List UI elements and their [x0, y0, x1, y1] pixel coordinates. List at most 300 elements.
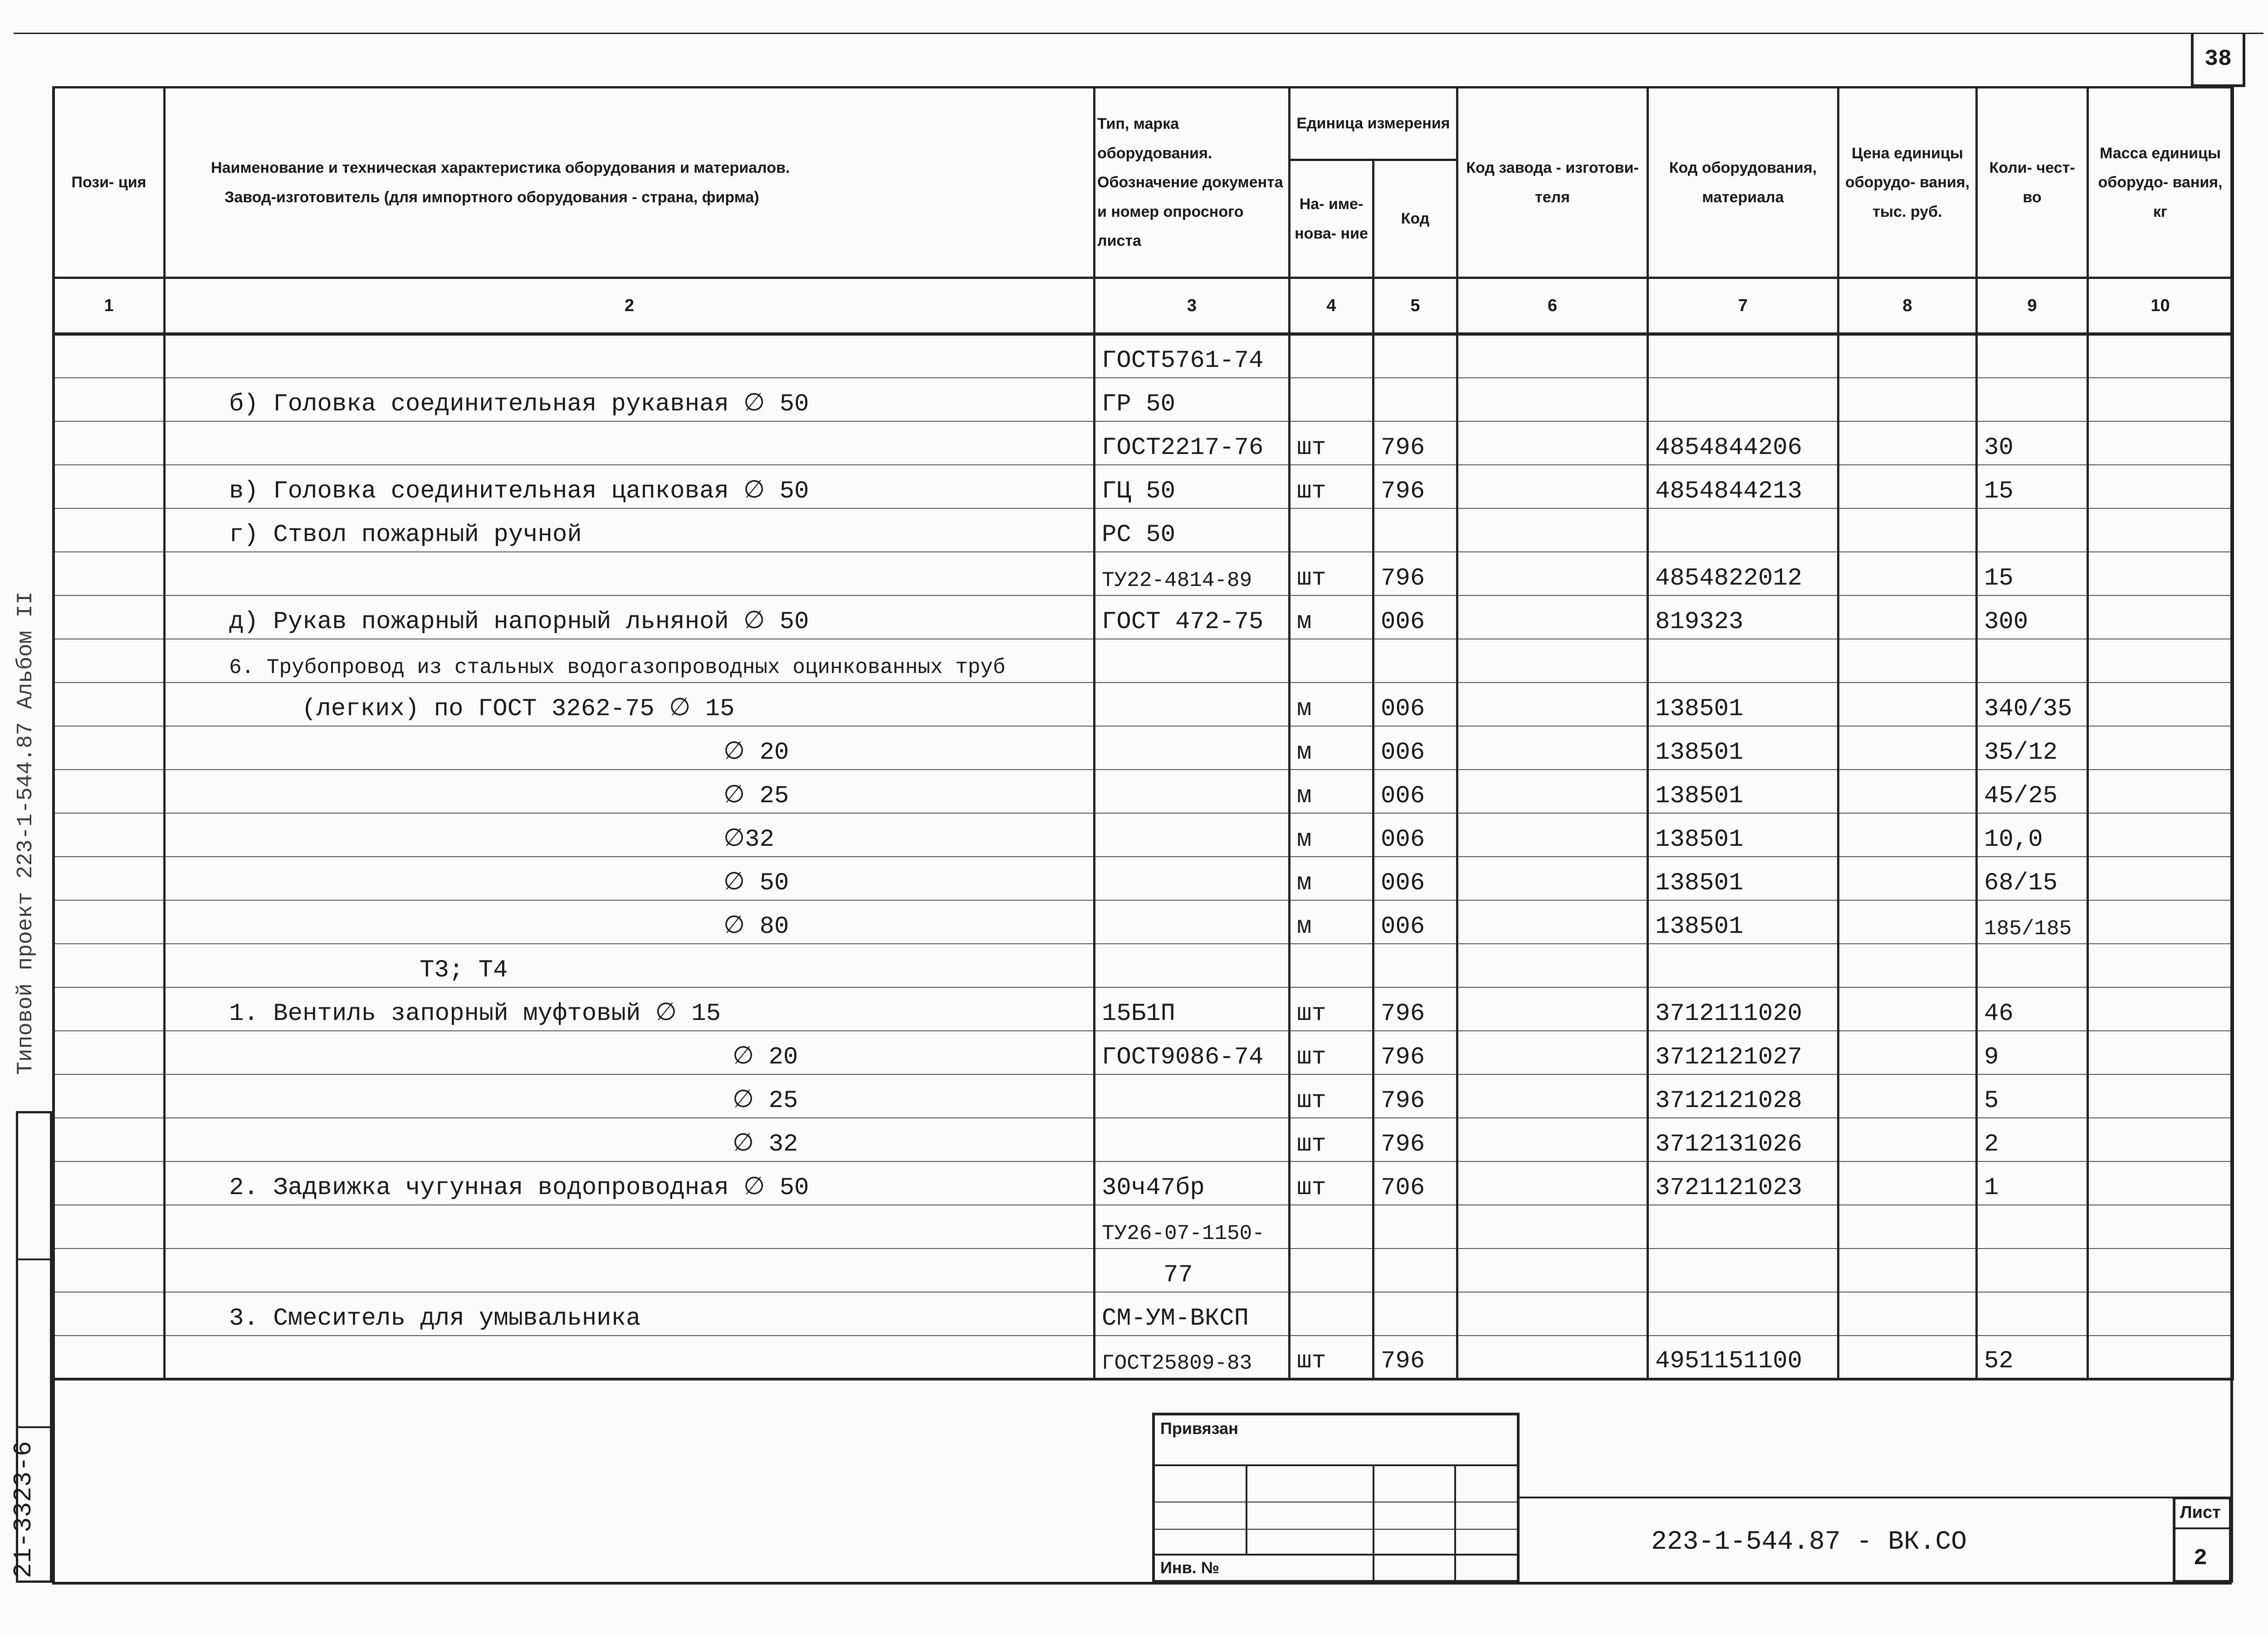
cell-quantity [1977, 334, 2088, 378]
cell-unit-code: 796 [1374, 987, 1457, 1031]
cell-mass [2088, 900, 2233, 944]
cell-unit [1290, 1205, 1374, 1249]
cell-factory-code [1457, 552, 1648, 595]
cell-unit-code [1374, 639, 1457, 683]
cell-unit: шт [1290, 987, 1374, 1031]
title-block-line [1520, 1497, 2173, 1498]
cell-price [1838, 1118, 1977, 1161]
cell-equipment-code: 4854844206 [1648, 421, 1838, 465]
sheet-box-line [2175, 1527, 2229, 1529]
table-row [54, 770, 2233, 813]
cell-factory-code [1457, 1292, 1648, 1336]
column-number: 10 [2088, 278, 2233, 334]
cell-factory-code [1457, 944, 1648, 987]
left-frame-line [52, 86, 55, 1583]
cell-name: ∅ 20 [165, 726, 1095, 770]
cell-unit-code: 006 [1374, 726, 1457, 770]
cell-price [1838, 1161, 1977, 1205]
cell-quantity: 1 [1977, 1161, 2088, 1205]
column-number-row [54, 278, 2233, 334]
cell-unit-code: 796 [1374, 465, 1457, 508]
cell-price [1838, 1336, 1977, 1379]
header-unit-group: Единица измерения [1290, 88, 1457, 160]
cell-equipment-code [1648, 378, 1838, 421]
cell-name: г) Ствол пожарный ручной [165, 508, 1095, 552]
header-quantity: Коли- чест- во [1977, 88, 2088, 278]
cell-unit-code [1374, 378, 1457, 421]
cell-mass [2088, 1292, 2233, 1336]
cell-unit-code [1374, 508, 1457, 552]
table-row [54, 813, 2233, 857]
cell-mass [2088, 987, 2233, 1031]
cell-unit: шт [1290, 421, 1374, 465]
cell-unit-code: 796 [1374, 1118, 1457, 1161]
cell-mass [2088, 1074, 2233, 1118]
cell-type: 30ч47бр [1095, 1161, 1290, 1205]
table-row [54, 1249, 2233, 1292]
cell-position [54, 465, 165, 508]
stamp-line [1155, 1554, 1517, 1556]
cell-mass [2088, 421, 2233, 465]
cell-unit-code: 796 [1374, 421, 1457, 465]
table-row [54, 552, 2233, 595]
cell-unit [1290, 378, 1374, 421]
cell-type [1095, 683, 1290, 726]
cell-position [54, 1336, 165, 1379]
side-project-title: Типовой проект 223-1-544.87 Альбом II [14, 591, 38, 1075]
cell-unit: м [1290, 683, 1374, 726]
cell-unit [1290, 1292, 1374, 1336]
cell-factory-code [1457, 770, 1648, 813]
cell-equipment-code [1648, 508, 1838, 552]
cell-quantity [1977, 1249, 2088, 1292]
cell-factory-code [1457, 639, 1648, 683]
cell-mass [2088, 683, 2233, 726]
cell-quantity [1977, 508, 2088, 552]
cell-quantity: 10,0 [1977, 813, 2088, 857]
cell-position [54, 639, 165, 683]
cell-factory-code [1457, 378, 1648, 421]
cell-mass [2088, 595, 2233, 639]
cell-type: ГОСТ25809-83 [1095, 1336, 1290, 1379]
cell-quantity: 2 [1977, 1118, 2088, 1161]
cell-name: ∅ 50 [165, 857, 1095, 900]
cell-equipment-code: 138501 [1648, 770, 1838, 813]
table-row [54, 1292, 2233, 1336]
cell-quantity: 300 [1977, 595, 2088, 639]
cell-name [165, 334, 1095, 378]
table-row [54, 987, 2233, 1031]
cell-equipment-code: 4951151100 [1648, 1336, 1838, 1379]
cell-unit [1290, 639, 1374, 683]
cell-position [54, 1292, 165, 1336]
cell-factory-code [1457, 595, 1648, 639]
cell-type [1095, 857, 1290, 900]
cell-equipment-code: 3712131026 [1648, 1118, 1838, 1161]
cell-price [1838, 421, 1977, 465]
cell-name: ∅ 32 [165, 1118, 1095, 1161]
cell-type [1095, 944, 1290, 987]
cell-price [1838, 813, 1977, 857]
cell-quantity: 9 [1977, 1031, 2088, 1074]
cell-unit: м [1290, 770, 1374, 813]
cell-price [1838, 1249, 1977, 1292]
cell-quantity [1977, 944, 2088, 987]
cell-factory-code [1457, 1161, 1648, 1205]
cell-price [1838, 900, 1977, 944]
cell-name [165, 1205, 1095, 1249]
table-row [54, 1031, 2233, 1074]
cell-position [54, 1074, 165, 1118]
cell-type: 15Б1П [1095, 987, 1290, 1031]
cell-factory-code [1457, 857, 1648, 900]
table-row [54, 1161, 2233, 1205]
cell-unit-code: 796 [1374, 1074, 1457, 1118]
cell-type: ГР 50 [1095, 378, 1290, 421]
header-factory-code: Код завода - изготови- теля [1457, 88, 1648, 278]
right-frame-line [2230, 86, 2233, 1583]
cell-quantity [1977, 1205, 2088, 1249]
specification-table [52, 86, 2234, 1380]
header-equipment-code: Код оборудования, материала [1648, 88, 1838, 278]
cell-position [54, 987, 165, 1031]
cell-equipment-code: 3712111020 [1648, 987, 1838, 1031]
header-unit-mass: Масса единицы оборудо- вания, кг [2088, 88, 2233, 278]
cell-type: ГОСТ2217-76 [1095, 421, 1290, 465]
stamp-title: Привязан [1160, 1419, 1238, 1438]
cell-factory-code [1457, 1074, 1648, 1118]
sheet-corner-number: 38 [2191, 33, 2245, 87]
cell-quantity [1977, 639, 2088, 683]
cell-position [54, 595, 165, 639]
cell-unit-code: 796 [1374, 1336, 1457, 1379]
cell-unit-code [1374, 944, 1457, 987]
table-row [54, 465, 2233, 508]
cell-type: ТУ22-4814-89 [1095, 552, 1290, 595]
cell-type [1095, 1074, 1290, 1118]
cell-unit: м [1290, 857, 1374, 900]
cell-mass [2088, 378, 2233, 421]
cell-price [1838, 1205, 1977, 1249]
cell-mass [2088, 770, 2233, 813]
cell-name: ∅ 25 [165, 770, 1095, 813]
table-row [54, 900, 2233, 944]
cell-equipment-code: 3712121027 [1648, 1031, 1838, 1074]
cell-unit-code: 796 [1374, 1031, 1457, 1074]
cell-factory-code [1457, 1031, 1648, 1074]
cell-name: 1. Вентиль запорный муфтовый ∅ 15 [165, 987, 1095, 1031]
cell-type: 77 [1095, 1249, 1290, 1292]
cell-quantity: 45/25 [1977, 770, 2088, 813]
cell-unit [1290, 944, 1374, 987]
stamp-line [1155, 1464, 1517, 1466]
cell-mass [2088, 1031, 2233, 1074]
cell-equipment-code: 138501 [1648, 900, 1838, 944]
cell-equipment-code: 138501 [1648, 726, 1838, 770]
cell-unit-code: 006 [1374, 813, 1457, 857]
cell-name: ∅ 20 [165, 1031, 1095, 1074]
cell-position [54, 1249, 165, 1292]
cell-price [1838, 770, 1977, 813]
table-row [54, 1074, 2233, 1118]
cell-factory-code [1457, 1336, 1648, 1379]
header-position: Пози- ция [54, 88, 165, 278]
cell-name: 6. Трубопровод из стальных водогазопроводных оцинкованных труб [165, 639, 1095, 683]
cell-equipment-code [1648, 334, 1838, 378]
cell-factory-code [1457, 726, 1648, 770]
cell-price [1838, 683, 1977, 726]
table-row [54, 421, 2233, 465]
table-row [54, 1205, 2233, 1249]
cell-position [54, 726, 165, 770]
cell-name: б) Головка соединительная рукавная ∅ 50 [165, 378, 1095, 421]
cell-unit-code: 006 [1374, 595, 1457, 639]
column-number: 7 [1648, 278, 1838, 334]
cell-price [1838, 639, 1977, 683]
column-number: 6 [1457, 278, 1648, 334]
sheet-number: 2 [2194, 1546, 2208, 1571]
cell-mass [2088, 1336, 2233, 1379]
cell-type: ГОСТ 472-75 [1095, 595, 1290, 639]
header-unit-name: На- име- нова- ние [1290, 160, 1374, 278]
cell-mass [2088, 1118, 2233, 1161]
cell-price [1838, 378, 1977, 421]
cell-position [54, 857, 165, 900]
cell-position [54, 813, 165, 857]
stamp-line [1155, 1529, 1517, 1530]
header-name-line1: Наименование и техническая характеристика оборудования и материалов. [211, 159, 790, 176]
table-row [54, 508, 2233, 552]
sheet-number-box [2173, 1497, 2232, 1583]
cell-unit: шт [1290, 1161, 1374, 1205]
cell-price [1838, 508, 1977, 552]
cell-name [165, 421, 1095, 465]
cell-price [1838, 465, 1977, 508]
cell-type [1095, 770, 1290, 813]
table-row [54, 726, 2233, 770]
cell-quantity [1977, 378, 2088, 421]
cell-factory-code [1457, 900, 1648, 944]
cell-name [165, 1336, 1095, 1379]
cell-unit-code: 006 [1374, 857, 1457, 900]
cell-equipment-code [1648, 944, 1838, 987]
cell-mass [2088, 1205, 2233, 1249]
column-number: 1 [54, 278, 165, 334]
cell-unit [1290, 508, 1374, 552]
cell-type: ТУ26-07-1150- [1095, 1205, 1290, 1249]
cell-unit-code: 006 [1374, 900, 1457, 944]
header-unit-code: Код [1374, 160, 1457, 278]
cell-quantity: 68/15 [1977, 857, 2088, 900]
cell-equipment-code: 4854844213 [1648, 465, 1838, 508]
cell-type: ГЦ 50 [1095, 465, 1290, 508]
cell-price [1838, 726, 1977, 770]
cell-position [54, 552, 165, 595]
strip-line [18, 1426, 50, 1428]
column-number: 2 [165, 278, 1095, 334]
cell-price [1838, 857, 1977, 900]
cell-position [54, 900, 165, 944]
cell-factory-code [1457, 683, 1648, 726]
header-row-top [54, 88, 2233, 160]
cell-unit-code: 006 [1374, 770, 1457, 813]
cell-position [54, 508, 165, 552]
cell-name: ∅ 25 [165, 1074, 1095, 1118]
header-name-line2: Завод-изготовитель (для импортного оборудования - страна, фирма) [225, 188, 759, 206]
column-number: 5 [1374, 278, 1457, 334]
cell-factory-code [1457, 1118, 1648, 1161]
cell-type: ГОСТ5761-74 [1095, 334, 1290, 378]
cell-factory-code [1457, 334, 1648, 378]
cell-unit: шт [1290, 1031, 1374, 1074]
cell-mass [2088, 1249, 2233, 1292]
cell-unit: шт [1290, 552, 1374, 595]
cell-unit: м [1290, 726, 1374, 770]
cell-name [165, 552, 1095, 595]
cell-unit-code: 706 [1374, 1161, 1457, 1205]
cell-position [54, 421, 165, 465]
cell-equipment-code: 4854822012 [1648, 552, 1838, 595]
strip-line [18, 1258, 50, 1260]
cell-mass [2088, 639, 2233, 683]
cell-unit: шт [1290, 1336, 1374, 1379]
cell-mass [2088, 465, 2233, 508]
cell-equipment-code [1648, 1249, 1838, 1292]
cell-name: ∅ 80 [165, 900, 1095, 944]
table-row [54, 639, 2233, 683]
cell-equipment-code: 819323 [1648, 595, 1838, 639]
cell-factory-code [1457, 813, 1648, 857]
cell-unit: шт [1290, 1074, 1374, 1118]
cell-mass [2088, 857, 2233, 900]
cell-position [54, 944, 165, 987]
column-number: 9 [1977, 278, 2088, 334]
cell-factory-code [1457, 987, 1648, 1031]
cell-factory-code [1457, 508, 1648, 552]
cell-price [1838, 552, 1977, 595]
cell-mass [2088, 1161, 2233, 1205]
cell-quantity: 46 [1977, 987, 2088, 1031]
cell-equipment-code: 3721121023 [1648, 1161, 1838, 1205]
cell-name: (легких) по ГОСТ 3262-75 ∅ 15 [165, 683, 1095, 726]
cell-name: 3. Смеситель для умывальника [165, 1292, 1095, 1336]
cell-name [165, 1249, 1095, 1292]
cell-type [1095, 900, 1290, 944]
cell-quantity: 35/12 [1977, 726, 2088, 770]
bottom-frame-line [52, 1582, 2232, 1585]
cell-mass [2088, 726, 2233, 770]
cell-mass [2088, 552, 2233, 595]
cell-factory-code [1457, 465, 1648, 508]
cell-factory-code [1457, 1249, 1648, 1292]
cell-name: в) Головка соединительная цапковая ∅ 50 [165, 465, 1095, 508]
cell-quantity: 5 [1977, 1074, 2088, 1118]
cell-equipment-code [1648, 639, 1838, 683]
cell-equipment-code: 138501 [1648, 813, 1838, 857]
cell-equipment-code: 138501 [1648, 857, 1838, 900]
cell-mass [2088, 334, 2233, 378]
cell-quantity: 15 [1977, 552, 2088, 595]
cell-position [54, 334, 165, 378]
cell-unit-code [1374, 1249, 1457, 1292]
cell-price [1838, 1292, 1977, 1336]
cell-mass [2088, 508, 2233, 552]
cell-quantity: 340/35 [1977, 683, 2088, 726]
column-number: 3 [1095, 278, 1290, 334]
table-row [54, 857, 2233, 900]
cell-unit-code [1374, 1205, 1457, 1249]
cell-unit-code [1374, 334, 1457, 378]
cell-name: ∅32 [165, 813, 1095, 857]
table-row [54, 1118, 2233, 1161]
cell-price [1838, 334, 1977, 378]
table-row [54, 595, 2233, 639]
cell-unit-code: 006 [1374, 683, 1457, 726]
cell-unit: м [1290, 900, 1374, 944]
sheet-label: Лист [2180, 1503, 2221, 1522]
cell-position [54, 1031, 165, 1074]
cell-quantity: 30 [1977, 421, 2088, 465]
cell-type: СМ-УМ-ВКСП [1095, 1292, 1290, 1336]
stamp-divider [1454, 1464, 1456, 1583]
cell-name: д) Рукав пожарный напорный льняной ∅ 50 [165, 595, 1095, 639]
cell-type: ГОСТ9086-74 [1095, 1031, 1290, 1074]
cell-mass [2088, 944, 2233, 987]
cell-quantity: 185/185 [1977, 900, 2088, 944]
cell-quantity [1977, 1292, 2088, 1336]
cell-factory-code [1457, 1205, 1648, 1249]
table-row [54, 334, 2233, 378]
cell-unit-code [1374, 1292, 1457, 1336]
cell-position [54, 1118, 165, 1161]
cell-unit-code: 796 [1374, 552, 1457, 595]
cell-type [1095, 639, 1290, 683]
cell-equipment-code: 3712121028 [1648, 1074, 1838, 1118]
cell-unit: м [1290, 813, 1374, 857]
cell-position [54, 378, 165, 421]
column-number: 4 [1290, 278, 1374, 334]
cell-position [54, 770, 165, 813]
column-number: 8 [1838, 278, 1977, 334]
cell-unit: шт [1290, 465, 1374, 508]
table-row [54, 378, 2233, 421]
cell-type: РС 50 [1095, 508, 1290, 552]
cell-price [1838, 987, 1977, 1031]
document-code: 223-1-544.87 - ВК.СО [1651, 1527, 1967, 1557]
cell-unit: м [1290, 595, 1374, 639]
cell-equipment-code [1648, 1292, 1838, 1336]
cell-type [1095, 726, 1290, 770]
table-row [54, 1336, 2233, 1379]
cell-type [1095, 1118, 1290, 1161]
header-unit-price: Цена единицы оборудо- вания, тыс. руб. [1838, 88, 1977, 278]
cell-price [1838, 1074, 1977, 1118]
cell-unit [1290, 334, 1374, 378]
stamp-divider [1373, 1464, 1374, 1583]
table-row [54, 944, 2233, 987]
cell-unit: шт [1290, 1118, 1374, 1161]
cell-position [54, 1161, 165, 1205]
cell-mass [2088, 813, 2233, 857]
cell-position [54, 683, 165, 726]
cell-price [1838, 1031, 1977, 1074]
stamp-inventory-label: Инв. № [1160, 1558, 1219, 1577]
cell-equipment-code: 138501 [1648, 683, 1838, 726]
cell-position [54, 1205, 165, 1249]
cell-name: Т3; Т4 [165, 944, 1095, 987]
binding-stamp [1152, 1413, 1520, 1583]
cell-type [1095, 813, 1290, 857]
